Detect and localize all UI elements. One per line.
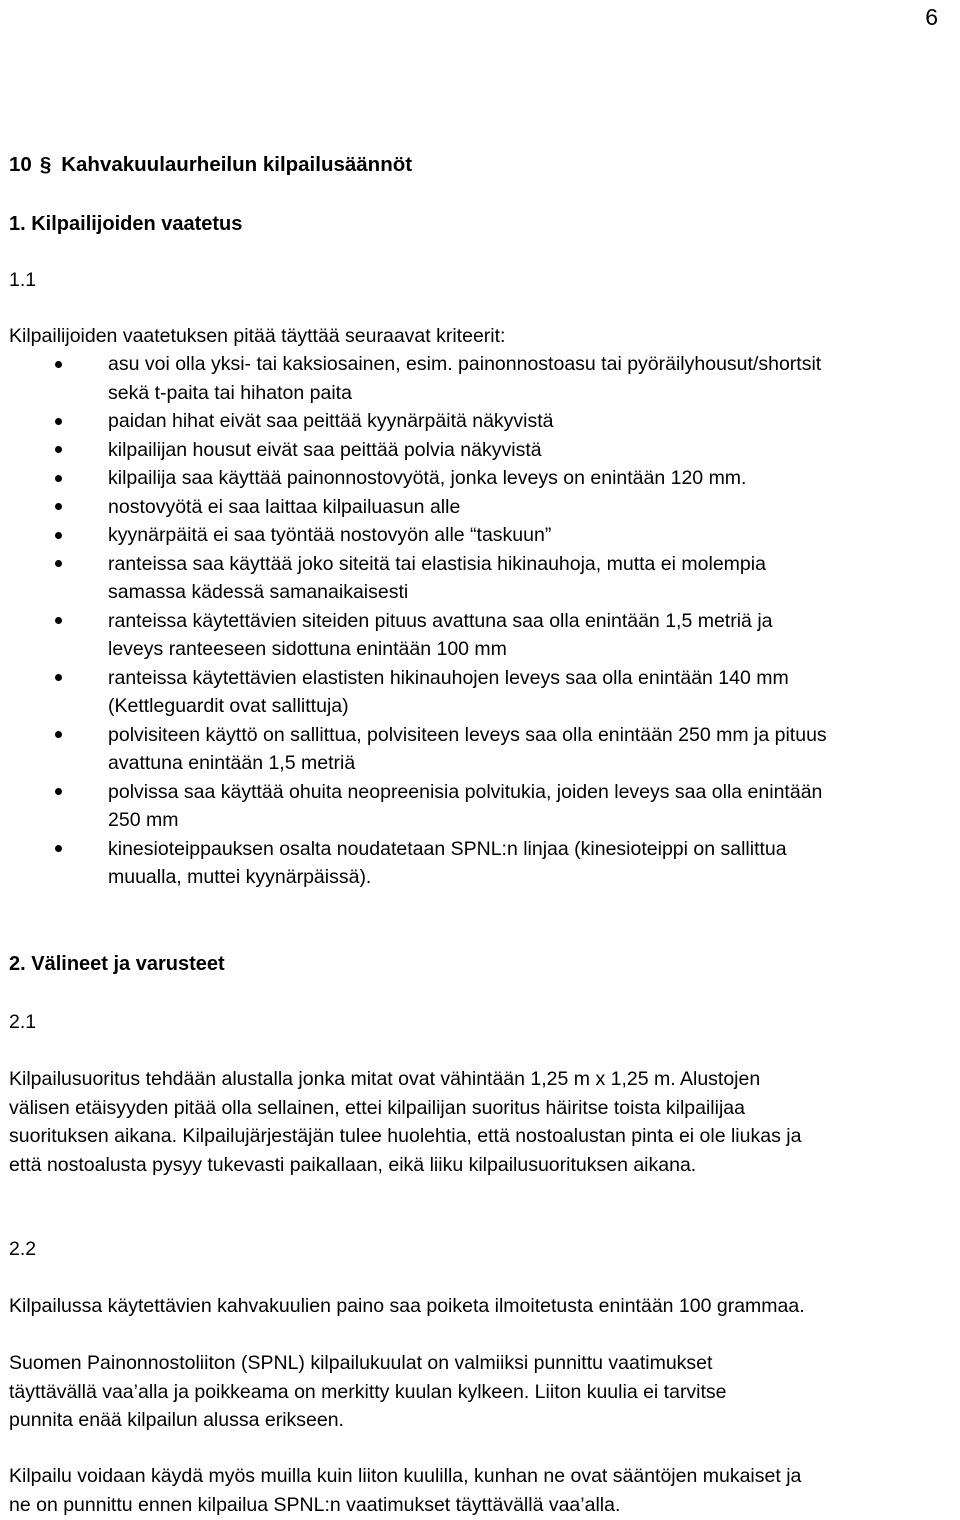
list-item-line: sekä t-paita tai hihaton paita (108, 381, 352, 404)
paragraph-line: että nostoalusta pysyy tukevasti paikallaan, eikä liiku kilpailusuorituksen aikana. (9, 1153, 697, 1176)
paragraph-line: välisen etäisyyden pitää olla sellainen, ettei kilpailijan suoritus häiritse toista kilpailijaa (9, 1096, 745, 1119)
bullet-icon (55, 532, 62, 539)
list-item-line: kyynärpäitä ei saa työntää nostovyön alle “taskuun” (108, 524, 552, 546)
section-heading-2: 2. Välineet ja varusteet (9, 953, 225, 975)
list-item-line: kinesioteippauksen osalta noudatetaan SPNL:n linjaa (kinesioteippi on sallittua (108, 837, 787, 860)
paragraph-line: punnita enää kilpailun alussa erikseen. (9, 1409, 344, 1431)
paragraph-line: Kilpailu voidaan käydä myös muilla kuin liiton kuulilla, kunhan ne ovat sääntöjen mukaiset ja (9, 1465, 802, 1487)
paragraph-other-kettlebells (9, 1462, 954, 1519)
list-item-line: ranteissa käytettävien siteiden pituus avattuna saa olla enintään 1,5 metriä ja (108, 609, 773, 632)
paragraph-spnl-kettlebells (9, 1349, 954, 1435)
list-item (0, 607, 960, 664)
list-item (0, 550, 960, 607)
bullet-icon (55, 617, 62, 624)
list-item-line: leveys ranteeseen sidottuna enintään 100 mm (108, 638, 507, 660)
list-item-line: polvissa saa käyttää ohuita neopreenisia polvitukia, joiden leveys saa olla enintään (108, 780, 823, 803)
bullet-icon (55, 788, 62, 795)
list-item-line: nostovyötä ei saa laittaa kilpailuasun alle (108, 495, 461, 518)
bullet-icon (55, 674, 62, 681)
chapter-heading (9, 151, 412, 180)
bullet-icon (55, 731, 62, 738)
chapter-title: Kahvakuulaurheilun kilpailusäännöt (61, 153, 413, 176)
paragraph-platform (9, 1065, 954, 1179)
list-item-line: muualla, muttei kyynärpäissä). (108, 866, 372, 888)
section-symbol: § (39, 153, 52, 176)
list-item-line: kilpailija saa käyttää painonnostovyötä, jonka leveys on enintään 120 mm. (108, 467, 747, 489)
chapter-number: 10 (9, 153, 32, 176)
subsection-number-2-2: 2.2 (9, 1238, 37, 1260)
paragraph-line: Kilpailusuoritus tehdään alustalla jonka mitat ovat vähintään 1,25 m x 1,25 m. Alustojen (9, 1068, 761, 1090)
paragraph-line: Kilpailussa käytettävien kahvakuulien paino saa poiketa ilmoitetusta enintään 100 grammaa. (9, 1295, 805, 1317)
bullet-icon (55, 475, 62, 482)
criteria-intro: Kilpailijoiden vaatetuksen pitää täyttää seuraavat kriteerit: (9, 325, 506, 347)
list-item (0, 835, 960, 892)
list-item (0, 493, 960, 522)
list-item-line: samassa kädessä samanaikaisesti (108, 581, 409, 603)
bullet-icon (55, 418, 62, 425)
paragraph-line: Suomen Painonnostoliiton (SPNL) kilpailukuulat on valmiiksi punnittu vaatimukset (9, 1352, 713, 1374)
list-item (0, 464, 960, 493)
list-item (0, 436, 960, 465)
section-heading-1: 1. Kilpailijoiden vaatetus (9, 213, 243, 235)
paragraph-line: ne on punnittu ennen kilpailua SPNL:n vaatimukset täyttävällä vaa’alla. (9, 1493, 621, 1516)
list-item-line: ranteissa saa käyttää joko siteitä tai elastisia hikinauhoja, mutta ei molempia (108, 552, 766, 575)
paragraph-weight-tolerance (9, 1292, 954, 1321)
list-item-line: 250 mm (108, 809, 179, 831)
list-item (0, 664, 960, 721)
list-item-line: polvisiteen käyttö on sallittua, polvisiteen leveys saa olla enintään 250 mm ja pituus (108, 723, 827, 746)
page-number: 6 (925, 4, 938, 30)
subsection-number-1-1: 1.1 (9, 269, 37, 291)
list-item (0, 521, 960, 550)
bullet-icon (55, 503, 62, 510)
list-item (0, 778, 960, 835)
subsection-number-2-1: 2.1 (9, 1011, 37, 1033)
list-item-line: ranteissa käytettävien elastisten hikinauhojen leveys saa olla enintään 140 mm (108, 666, 789, 689)
list-item-line: asu voi olla yksi- tai kaksiosainen, esim. painonnostoasu tai pyöräilyhousut/shortsit (108, 353, 822, 375)
bullet-icon (55, 361, 62, 368)
list-item-line: paidan hihat eivät saa peittää kyynärpäitä näkyvistä (108, 410, 554, 432)
list-item (0, 721, 960, 778)
list-item-line: kilpailijan housut eivät saa peittää polvia näkyvistä (108, 438, 542, 461)
list-item (0, 407, 960, 436)
criteria-list (0, 350, 960, 892)
list-item (0, 350, 960, 407)
paragraph-line: täyttävällä vaa’alla ja poikkeama on merkitty kuulan kylkeen. Liiton kuulia ei tarvitse (9, 1380, 727, 1403)
paragraph-line: suorituksen aikana. Kilpailujärjestäjän tulee huolehtia, että nostoalustan pinta ei ole liukas ja (9, 1125, 802, 1147)
list-item-line: (Kettleguardit ovat sallittuja) (108, 695, 349, 717)
bullet-icon (55, 845, 62, 852)
bullet-icon (55, 446, 62, 453)
bullet-icon (55, 560, 62, 567)
list-item-line: avattuna enintään 1,5 metriä (108, 752, 356, 774)
